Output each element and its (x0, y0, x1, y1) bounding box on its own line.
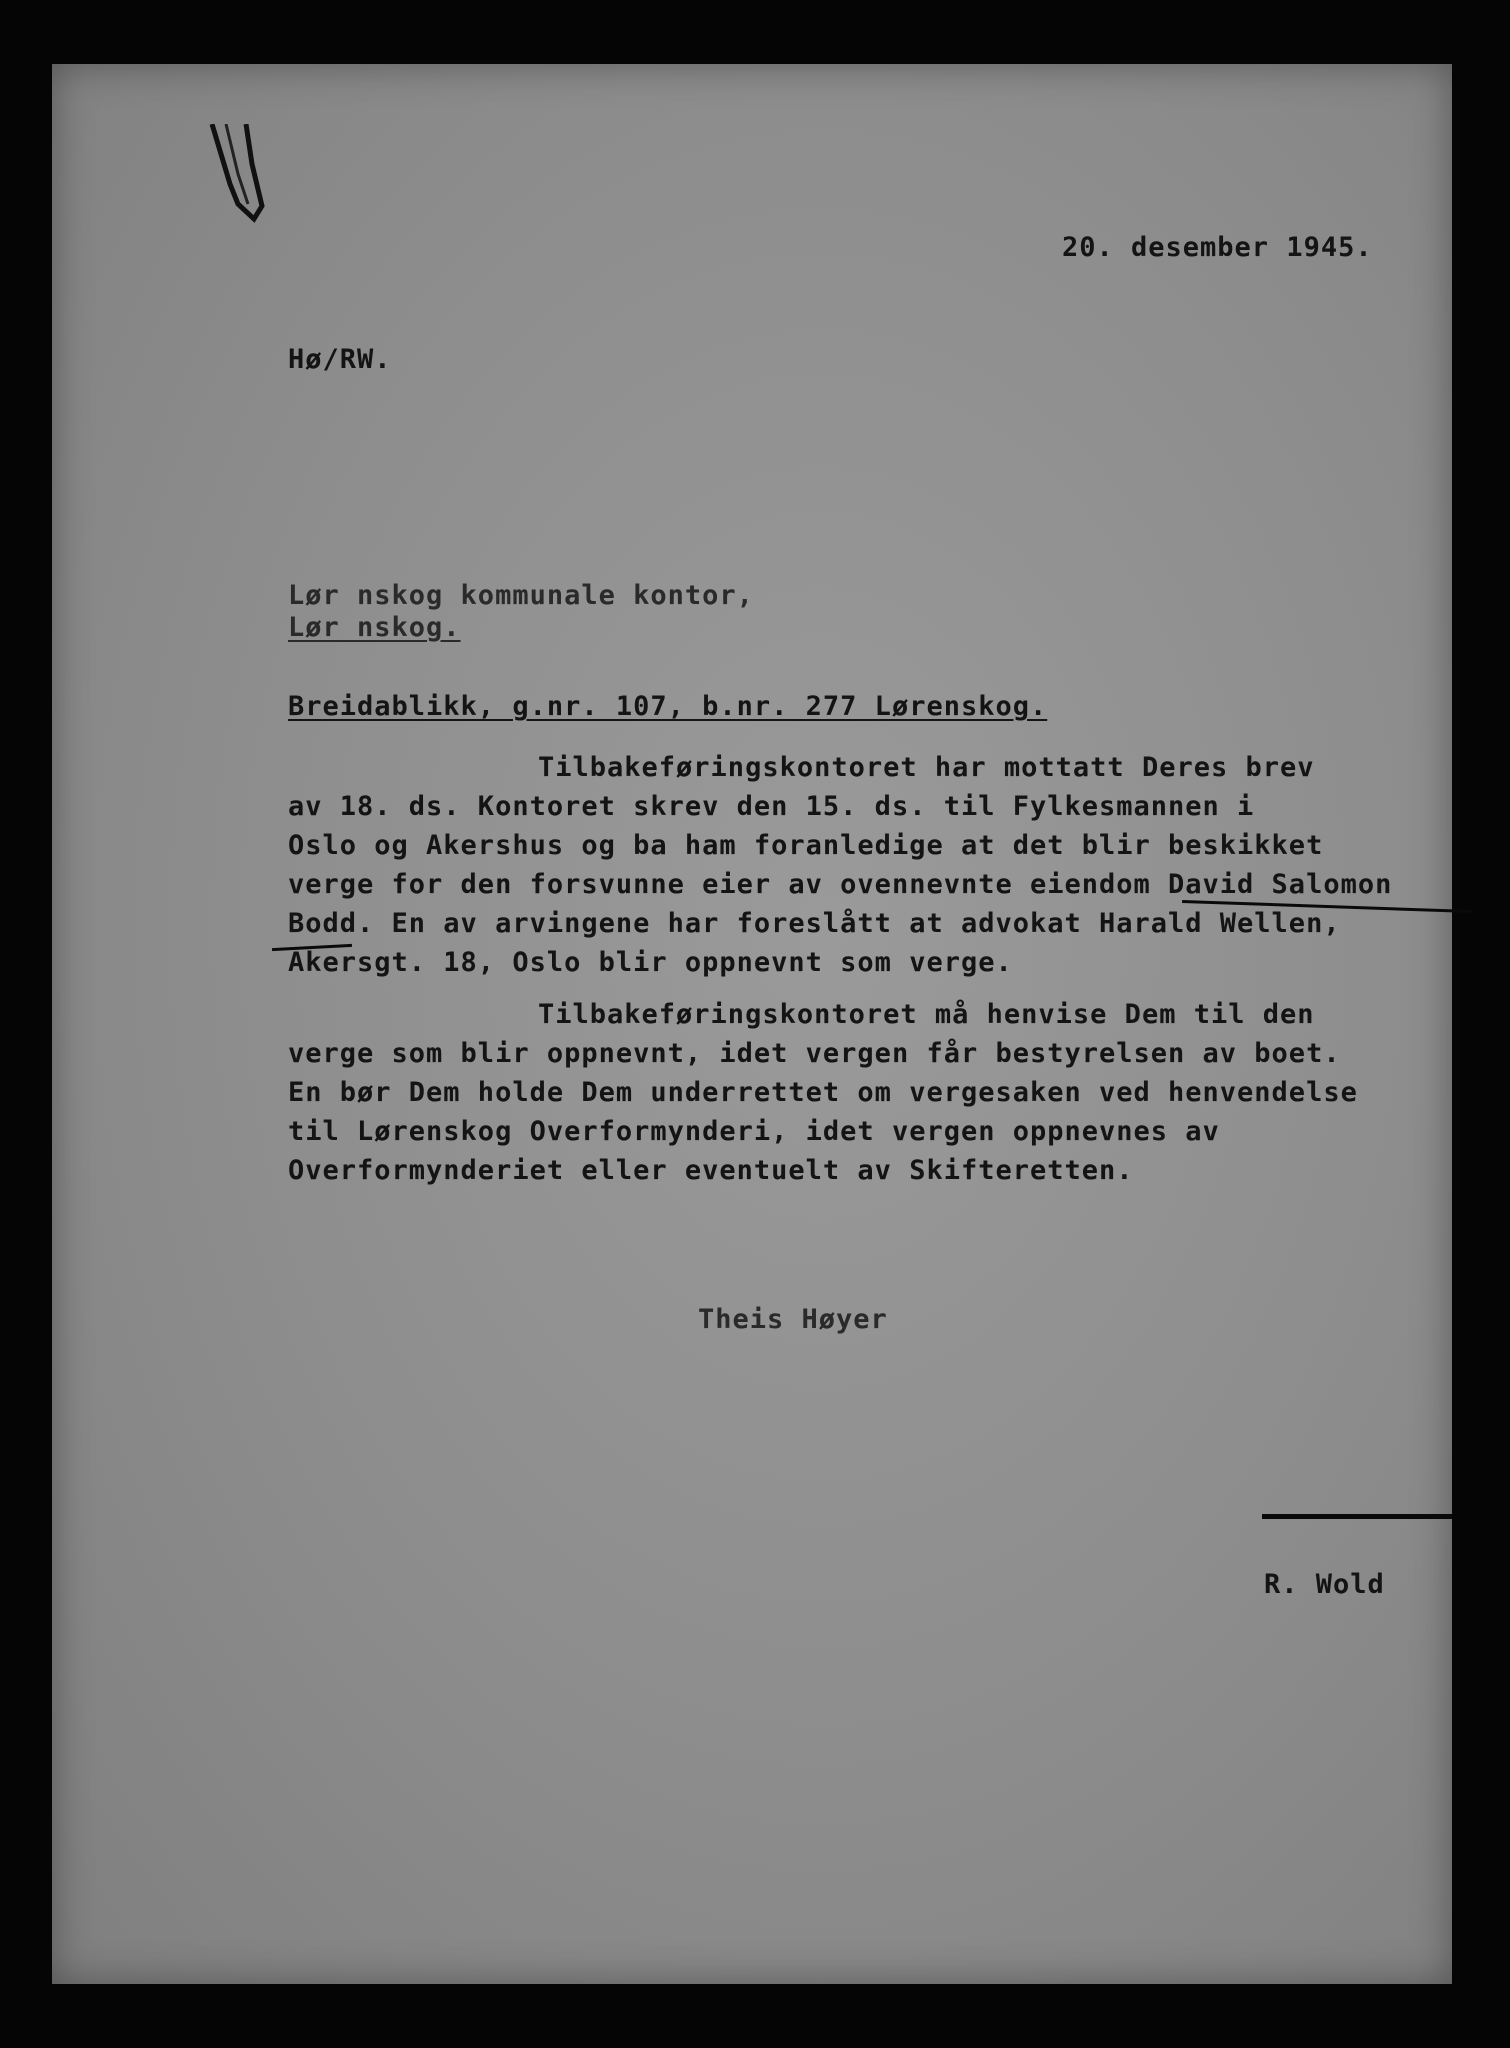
signature-name: Theis Høyer (698, 1304, 888, 1335)
body-line: verge som blir oppnevnt, idet vergen får bestyrelsen av boet. (288, 1038, 1341, 1069)
letter-page (52, 64, 1452, 1984)
divider-line (1262, 1514, 1452, 1519)
body-line: En bør Dem holde Dem underrettet om vergesaken ved henvendelse (288, 1077, 1358, 1108)
body-line: Bodd. En av arvingene har foreslått at advokat Harald Wellen, (288, 908, 1341, 939)
body-line: Oslo og Akershus og ba ham foranledige at det blir beskikket (288, 830, 1324, 861)
reference-initials: Hø/RW. (288, 344, 392, 375)
body-line: Tilbakeføringskontoret må henvise Dem til den (538, 999, 1315, 1030)
recipient-place: Lør nskog. (288, 612, 461, 643)
letter-date: 20. desember 1945. (1062, 232, 1373, 263)
body-line: av 18. ds. Kontoret skrev den 15. ds. til Fylkesmannen i (288, 791, 1255, 822)
body-line: til Lørenskog Overformynderi, idet vergen oppnevnes av (288, 1116, 1220, 1147)
typist-initials: R. Wold (1264, 1569, 1385, 1600)
body-line: Akersgt. 18, Oslo blir oppnevnt som verge. (288, 947, 1013, 978)
body-line: Tilbakeføringskontoret har mottatt Deres brev (538, 752, 1315, 783)
body-line: verge for den forsvunne eier av ovennevnte eiendom David Salomon (288, 869, 1393, 900)
subject-line: Breidablikk, g.nr. 107, b.nr. 277 Lørenskog. (288, 691, 1048, 722)
recipient-name: Lør nskog kommunale kontor, (288, 580, 754, 611)
body-line: Overformynderiet eller eventuelt av Skifteretten. (288, 1155, 1134, 1186)
paper-clip-mark (202, 124, 272, 274)
